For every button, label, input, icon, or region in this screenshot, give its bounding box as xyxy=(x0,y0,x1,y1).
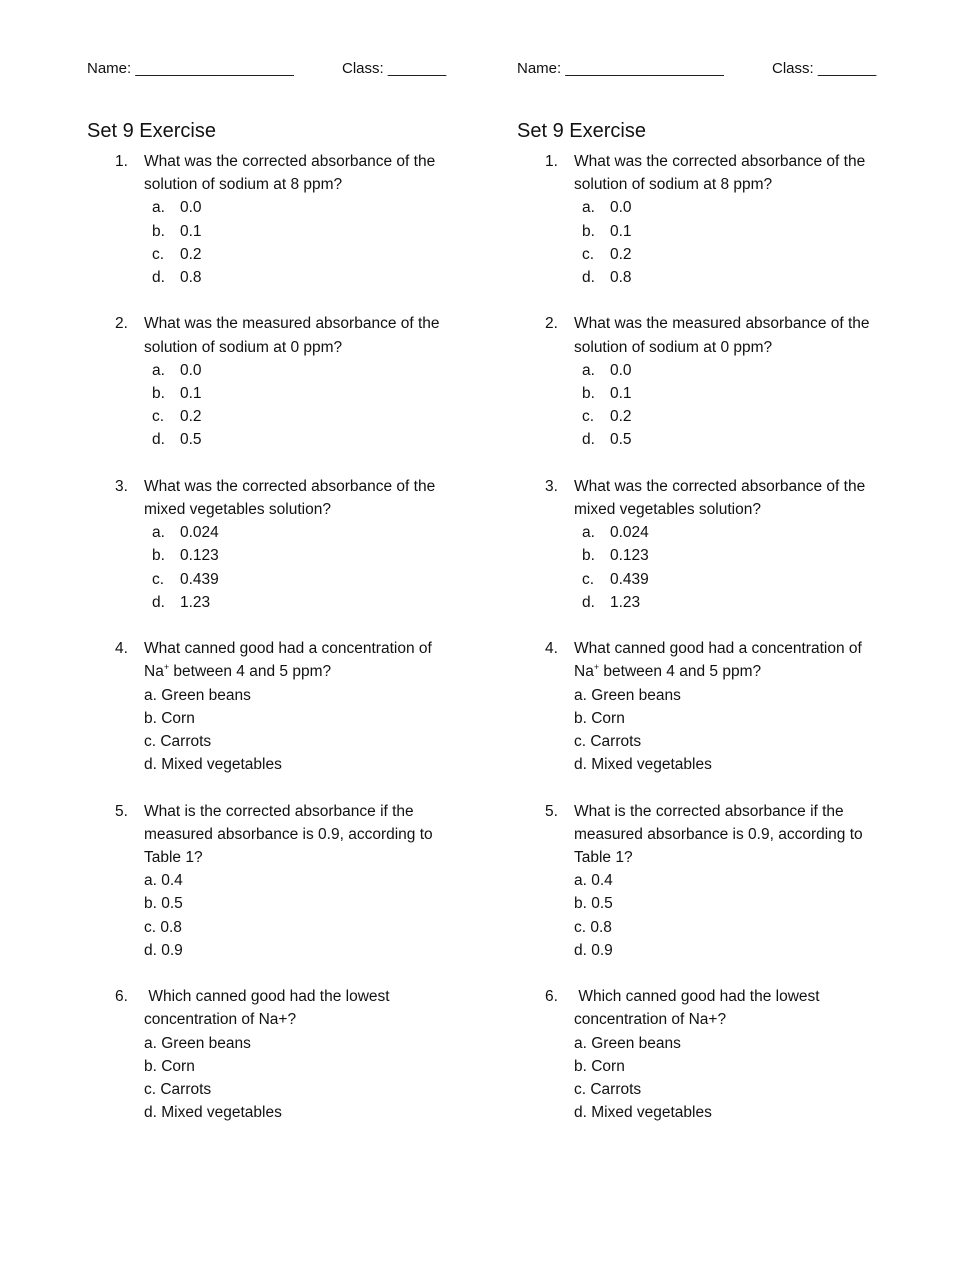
option-list xyxy=(144,359,487,452)
option-b: b. Corn xyxy=(574,709,625,727)
option-text: 0.439 xyxy=(180,570,219,588)
option-d: d. Mixed vegetables xyxy=(144,756,282,774)
question-number: 3. xyxy=(115,477,128,495)
option-list xyxy=(144,869,487,962)
option-d xyxy=(144,428,487,451)
option-c: c. 0.8 xyxy=(574,918,612,936)
question-text: What was the corrected absorbance of the solution of sodium at 8 ppm? xyxy=(574,153,866,194)
option-a: a. Green beans xyxy=(574,686,681,704)
option-label: a. xyxy=(582,361,595,379)
option-c: c. Carrots xyxy=(574,1081,642,1099)
option-label: b. xyxy=(152,547,165,565)
option-label: b. xyxy=(582,547,595,565)
option-label: b. xyxy=(152,222,165,240)
question-2 xyxy=(517,312,917,451)
option-c: c. Carrots xyxy=(144,1081,212,1099)
option-b: b. Corn xyxy=(574,1057,625,1075)
option-d xyxy=(144,591,487,614)
question-3 xyxy=(517,475,917,614)
option-a xyxy=(144,359,487,382)
option-c xyxy=(574,243,917,266)
option-list xyxy=(574,521,917,614)
option-c: c. Carrots xyxy=(574,733,642,751)
option-list xyxy=(144,1032,487,1125)
question-text: What was the measured absorbance of the solution of sodium at 0 ppm? xyxy=(144,315,440,356)
option-b: b. Corn xyxy=(144,1057,195,1075)
option-text: 0.439 xyxy=(610,570,649,588)
question-text: What is the corrected absorbance if the measured absorbance is 0.9, according to Table 1? xyxy=(574,802,863,867)
class-field: Class: _______ xyxy=(772,60,877,77)
question-text: Which canned good had the lowest concentration of Na+? xyxy=(144,988,394,1029)
question-text-part: between 4 and 5 ppm? xyxy=(599,663,762,681)
worksheet-copy-right xyxy=(517,58,917,1148)
option-d xyxy=(574,591,917,614)
option-label: c. xyxy=(152,408,165,426)
option-text: 0.1 xyxy=(610,222,632,240)
worksheet-title: Set 9 Exercise xyxy=(517,120,646,142)
option-text: 0.1 xyxy=(610,385,632,403)
question-4 xyxy=(517,637,917,776)
option-b: b. 0.5 xyxy=(574,895,613,913)
option-d xyxy=(574,266,917,289)
option-text: 0.1 xyxy=(180,222,202,240)
option-b xyxy=(574,382,917,405)
option-d: d. Mixed vegetables xyxy=(144,1104,282,1122)
option-label: d. xyxy=(582,593,595,611)
question-text: What was the corrected absorbance of the mixed vegetables solution? xyxy=(144,477,436,519)
option-b xyxy=(144,544,487,567)
option-label: c. xyxy=(152,570,165,588)
option-c xyxy=(574,568,917,591)
option-a: a. Green beans xyxy=(574,1034,681,1052)
option-text: 0.024 xyxy=(610,524,649,542)
option-text: 0.0 xyxy=(180,361,202,379)
question-text xyxy=(144,637,459,683)
option-a xyxy=(144,521,487,544)
option-text: 0.024 xyxy=(180,524,219,542)
option-label: c. xyxy=(582,570,595,588)
option-label: c. xyxy=(582,408,595,426)
option-text: 0.2 xyxy=(180,245,202,263)
option-label: b. xyxy=(582,222,595,240)
option-c xyxy=(144,405,487,428)
question-number: 4. xyxy=(115,640,128,658)
option-d: d. 0.9 xyxy=(144,941,183,959)
option-text: 0.2 xyxy=(180,408,202,426)
question-1 xyxy=(87,150,487,289)
option-text: 0.2 xyxy=(610,408,632,426)
option-text: 0.1 xyxy=(180,385,202,403)
question-5 xyxy=(87,800,487,962)
option-text: 0.5 xyxy=(610,431,632,449)
option-label: a. xyxy=(152,361,165,379)
question-text-part: What canned good had a concentration of Na xyxy=(144,640,432,681)
option-text: 0.8 xyxy=(610,269,632,287)
option-text: 1.23 xyxy=(180,593,211,611)
option-b: b. Corn xyxy=(144,709,195,727)
worksheet-copy-left xyxy=(87,58,487,1148)
question-number: 3. xyxy=(545,477,558,495)
option-c xyxy=(144,243,487,266)
option-label: d. xyxy=(582,269,595,287)
option-b xyxy=(574,220,917,243)
option-b xyxy=(574,544,917,567)
option-list xyxy=(144,521,487,614)
option-label: c. xyxy=(582,245,595,263)
option-label: d. xyxy=(152,593,165,611)
option-text: 0.5 xyxy=(180,431,202,449)
option-list xyxy=(574,869,917,962)
question-number: 1. xyxy=(115,153,128,170)
option-label: a. xyxy=(152,524,165,542)
option-label: d. xyxy=(152,269,165,287)
option-list xyxy=(574,359,917,452)
option-b xyxy=(144,220,487,243)
question-text: What was the corrected absorbance of the mixed vegetables solution? xyxy=(574,477,866,519)
option-text: 1.23 xyxy=(610,593,641,611)
option-c xyxy=(144,568,487,591)
option-c: c. 0.8 xyxy=(144,918,182,936)
worksheet-title: Set 9 Exercise xyxy=(87,120,216,142)
option-label: a. xyxy=(152,199,165,217)
option-d: d. 0.9 xyxy=(574,941,613,959)
question-number: 2. xyxy=(545,315,558,333)
question-list xyxy=(517,150,917,1124)
question-list xyxy=(87,150,487,1124)
option-label: d. xyxy=(152,431,165,449)
question-5 xyxy=(517,800,917,962)
option-d: d. Mixed vegetables xyxy=(574,1104,712,1122)
option-a: a. Green beans xyxy=(144,1034,251,1052)
option-list xyxy=(574,1032,917,1125)
option-d xyxy=(144,266,487,289)
question-text-part: What canned good had a concentration of Na xyxy=(574,640,862,681)
question-1 xyxy=(517,150,917,289)
question-6 xyxy=(87,985,487,1124)
option-a: a. 0.4 xyxy=(574,872,613,890)
option-list xyxy=(574,196,917,289)
question-text xyxy=(574,637,889,683)
option-text: 0.2 xyxy=(610,245,632,263)
option-text: 0.0 xyxy=(180,199,202,217)
question-2 xyxy=(87,312,487,451)
option-list xyxy=(574,684,917,777)
option-a xyxy=(574,196,917,219)
option-text: 0.8 xyxy=(180,269,202,287)
question-number: 6. xyxy=(115,988,128,1006)
option-text: 0.0 xyxy=(610,199,632,217)
question-number: 2. xyxy=(115,315,128,333)
option-d: d. Mixed vegetables xyxy=(574,756,712,774)
name-field: Name: ___________________ xyxy=(87,60,294,77)
worksheet-header xyxy=(87,58,487,82)
question-number: 5. xyxy=(115,802,128,820)
question-number: 1. xyxy=(545,153,558,170)
question-number: 6. xyxy=(545,988,558,1006)
option-label: d. xyxy=(582,431,595,449)
option-b xyxy=(144,382,487,405)
option-c xyxy=(574,405,917,428)
option-text: 0.123 xyxy=(180,547,219,565)
name-field: Name: ___________________ xyxy=(517,60,724,77)
question-3 xyxy=(87,475,487,614)
option-b: b. 0.5 xyxy=(144,895,183,913)
superscript-plus: + xyxy=(593,662,600,673)
option-a xyxy=(574,359,917,382)
option-label: b. xyxy=(152,385,165,403)
option-d xyxy=(574,428,917,451)
question-text: What was the measured absorbance of the solution of sodium at 0 ppm? xyxy=(574,315,870,356)
question-4 xyxy=(87,637,487,776)
superscript-plus: + xyxy=(163,662,170,673)
option-c: c. Carrots xyxy=(144,733,212,751)
question-text-part: between 4 and 5 ppm? xyxy=(169,663,332,681)
question-6 xyxy=(517,985,917,1124)
question-text: What was the corrected absorbance of the solution of sodium at 8 ppm? xyxy=(144,153,436,194)
question-text: Which canned good had the lowest concentration of Na+? xyxy=(574,988,824,1029)
option-a xyxy=(574,521,917,544)
option-a xyxy=(144,196,487,219)
option-list xyxy=(144,684,487,777)
option-text: 0.123 xyxy=(610,547,649,565)
option-label: a. xyxy=(582,524,595,542)
option-label: c. xyxy=(152,245,165,263)
option-text: 0.0 xyxy=(610,361,632,379)
option-label: a. xyxy=(582,199,595,217)
question-number: 4. xyxy=(545,640,558,658)
option-a: a. Green beans xyxy=(144,686,251,704)
option-list xyxy=(144,196,487,289)
option-label: b. xyxy=(582,385,595,403)
question-number: 5. xyxy=(545,802,558,820)
option-a: a. 0.4 xyxy=(144,872,183,890)
class-field: Class: _______ xyxy=(342,60,447,77)
question-text: What is the corrected absorbance if the measured absorbance is 0.9, according to Table 1? xyxy=(144,802,433,867)
worksheet-header xyxy=(517,58,917,82)
